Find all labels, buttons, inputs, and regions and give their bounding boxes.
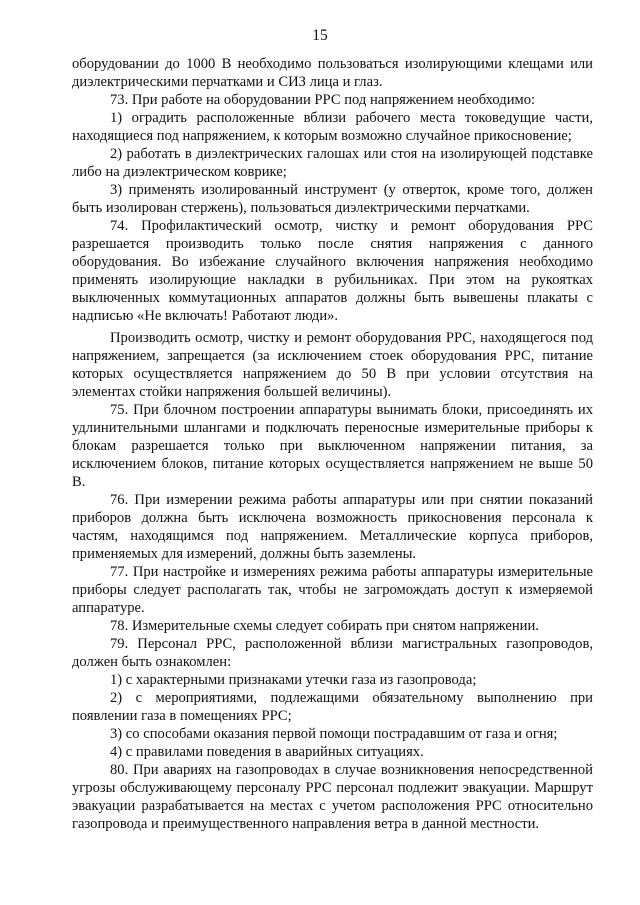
paragraph-continuation: оборудовании до 1000 В необходимо пользоваться изолирующими клещами или диэлектрическими перчатками и СИЗ лица и глаз.: [72, 56, 593, 90]
paragraph-77: 77. При настройке и измерениях режима работы аппаратуры измерительные приборы следует располагать так, чтобы не загромождать доступ к измеряемой аппаратуре.: [72, 564, 593, 616]
paragraph-74-extra: Производить осмотр, чистку и ремонт оборудования РРС, находящегося под напряжением, запрещается (за исключением стоек оборудования РРС, питание которых осуществляется напряжением до 50 В при условии отсутствия на элементах стойки напряжения большей величины).: [72, 330, 593, 400]
page-number: 15: [312, 27, 328, 44]
list-item-79-3: 3) со способами оказания первой помощи пострадавшим от газа и огня;: [110, 726, 558, 742]
paragraph-75: 75. При блочном построении аппаратуры вынимать блоки, присоединять их удлинительными шлангами и подключать переносные измерительные приборы к блокам разрешается только при выключенном напряжении питания, за исключением блоков, питание которых осуществляется напряжением не выше 50 В.: [72, 402, 593, 490]
list-item-73-1: 1) оградить расположенные вблизи рабочего места токоведущие части, находящиеся под напряжением, к которым возможно случайное прикосновение;: [72, 110, 593, 144]
list-item-79-1: 1) с характерными признаками утечки газа из газопровода;: [110, 672, 477, 688]
list-item-79-4: 4) с правилами поведения в аварийных ситуациях.: [110, 744, 424, 760]
paragraph-73: 73. При работе на оборудовании РРС под напряжением необходимо:: [110, 92, 536, 108]
paragraph-76: 76. При измерении режима работы аппаратуры или при снятии показаний приборов должна быть исключена возможность прикосновения персонала к частям, находящимся под напряжением. Металлические корпуса приборов, применяемых для измерений, должны быть заземлены.: [72, 492, 593, 562]
paragraph-79: 79. Персонал РРС, расположенной вблизи магистральных газопроводов, должен быть ознакомлен:: [72, 636, 593, 670]
paragraph-80: 80. При авариях на газопроводах в случае возникновения непосредственной угрозы обслуживающему персоналу РРС персонал подлежит эвакуации. Маршрут эвакуации разрабатывается на местах с учетом расположения РРС относительно газопровода и преимущественного направления ветра в данной местности.: [72, 762, 593, 832]
list-item-73-3: 3) применять изолированный инструмент (у отверток, кроме того, должен быть изолирован стержень), пользоваться диэлектрическими перчатками.: [72, 182, 593, 216]
paragraph-78: 78. Измерительные схемы следует собирать при снятом напряжении.: [110, 618, 539, 634]
document-body: [72, 55, 593, 833]
list-item-79-2: 2) с мероприятиями, подлежащими обязательному выполнению при появлении газа в помещениях РРС;: [72, 690, 593, 724]
list-item-73-2: 2) работать в диэлектрических галошах или стоя на изолирующей подставке либо на диэлектрическом коврике;: [72, 146, 593, 180]
paragraph-74: 74. Профилактический осмотр, чистку и ремонт оборудования РРС разрешается производить только после снятия напряжения с данного оборудования. Во избежание случайного включения напряжения необходимо применять изолирующие накладки в рубильниках. При этом на рукоятках выключенных коммутационных аппаратов должны быть вывешены плакаты с надписью «Не включать! Работают люди».: [72, 218, 593, 324]
